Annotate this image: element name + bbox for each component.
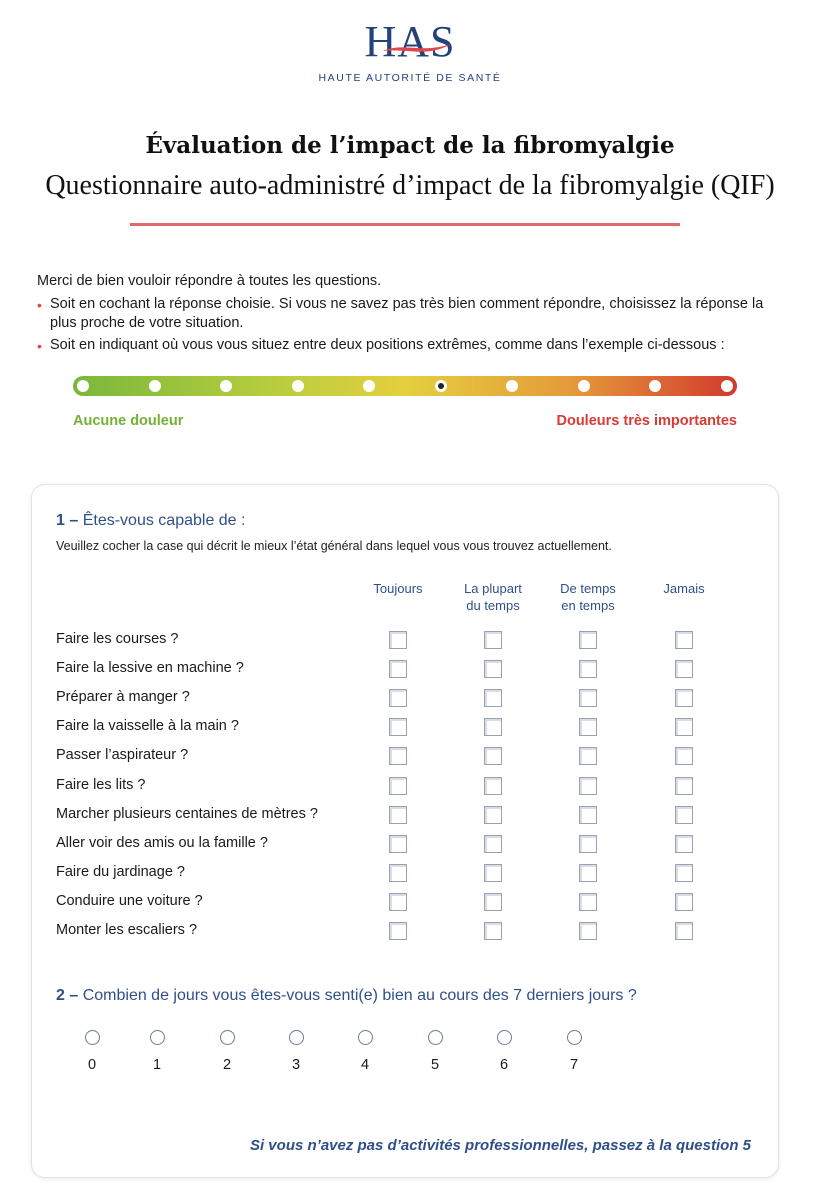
answer-checkbox[interactable] xyxy=(389,893,407,911)
answer-checkbox[interactable] xyxy=(484,893,502,911)
has-logo-mark xyxy=(355,18,465,66)
intro-bullet xyxy=(37,336,777,355)
table-row-label: Faire les lits ? xyxy=(56,776,146,793)
day-count-radio[interactable] xyxy=(358,1030,373,1045)
answer-checkbox[interactable] xyxy=(484,835,502,853)
logo-subtitle: HAUTE AUTORITÉ DE SANTÉ xyxy=(318,72,502,84)
table-row-label: Marcher plusieurs centaines de mètres ? xyxy=(56,805,318,822)
column-header-line: du temps xyxy=(466,598,520,613)
scale-point xyxy=(292,380,304,392)
scale-point xyxy=(149,380,161,392)
answer-checkbox[interactable] xyxy=(484,806,502,824)
answer-checkbox[interactable] xyxy=(675,835,693,853)
answer-checkbox[interactable] xyxy=(579,689,597,707)
question-1-text: Êtes-vous capable de : xyxy=(82,512,246,529)
column-header-line: en temps xyxy=(561,598,615,613)
bullet-icon: • xyxy=(37,338,42,354)
answer-checkbox[interactable] xyxy=(675,806,693,824)
intro-instructions xyxy=(37,272,777,358)
page-subtitle: Questionnaire auto-administré d’impact de la fibromyalgie (QIF) xyxy=(45,170,775,201)
answer-checkbox[interactable] xyxy=(389,660,407,678)
answer-checkbox[interactable] xyxy=(579,806,597,824)
intro-bullet-text: Soit en indiquant où vous vous situez entre deux positions extrêmes, comme dans l’exemple ci-dessous : xyxy=(50,337,725,353)
answer-checkbox[interactable] xyxy=(579,893,597,911)
question-2-number: 2 – xyxy=(56,987,79,1004)
answer-checkbox[interactable] xyxy=(389,718,407,736)
scale-right-label: Douleurs très importantes xyxy=(556,413,737,429)
pain-scale-bar xyxy=(73,376,737,396)
day-count-label: 7 xyxy=(569,1057,579,1073)
answer-checkbox[interactable] xyxy=(389,864,407,882)
answer-checkbox[interactable] xyxy=(675,777,693,795)
scale-point xyxy=(220,380,232,392)
answer-checkbox[interactable] xyxy=(484,777,502,795)
column-header xyxy=(634,580,734,597)
table-row-label: Faire la lessive en machine ? xyxy=(56,660,244,677)
question-1-number: 1 – xyxy=(56,512,79,529)
day-count-label: 4 xyxy=(360,1057,370,1073)
table-row-label: Passer l’aspirateur ? xyxy=(56,747,189,764)
column-header xyxy=(538,580,638,614)
day-count-radio[interactable] xyxy=(289,1030,304,1045)
answer-checkbox[interactable] xyxy=(675,922,693,940)
answer-checkbox[interactable] xyxy=(389,631,407,649)
answer-checkbox[interactable] xyxy=(484,660,502,678)
answer-checkbox[interactable] xyxy=(484,689,502,707)
day-count-radio[interactable] xyxy=(150,1030,165,1045)
answer-checkbox[interactable] xyxy=(675,631,693,649)
answer-checkbox[interactable] xyxy=(675,747,693,765)
answer-checkbox[interactable] xyxy=(579,835,597,853)
page-title: Évaluation de l’impact de la fibromyalgie xyxy=(145,132,675,159)
column-header-line: Jamais xyxy=(663,581,705,596)
table-row-label: Faire la vaisselle à la main ? xyxy=(56,718,239,735)
column-header-line: De temps xyxy=(560,581,616,596)
answer-checkbox[interactable] xyxy=(675,689,693,707)
answer-checkbox[interactable] xyxy=(484,864,502,882)
day-count-label: 0 xyxy=(87,1057,97,1073)
table-row-label: Aller voir des amis ou la famille ? xyxy=(56,834,268,851)
table-row-label: Faire du jardinage ? xyxy=(56,863,185,880)
column-header xyxy=(443,580,543,614)
day-count-radio[interactable] xyxy=(85,1030,100,1045)
answer-checkbox[interactable] xyxy=(579,864,597,882)
scale-point xyxy=(77,380,89,392)
answer-checkbox[interactable] xyxy=(389,922,407,940)
logo-letters: HAS xyxy=(364,18,456,66)
day-count-radio[interactable] xyxy=(428,1030,443,1045)
column-header-line: La plupart xyxy=(464,581,522,596)
day-count-label: 3 xyxy=(291,1057,301,1073)
answer-checkbox[interactable] xyxy=(484,631,502,649)
day-count-label: 2 xyxy=(222,1057,232,1073)
pain-scale-example xyxy=(73,376,737,396)
intro-bullet-list xyxy=(37,295,777,355)
answer-checkbox[interactable] xyxy=(579,718,597,736)
title-divider xyxy=(130,223,680,226)
question-1-instructions: Veuillez cocher la case qui décrit le mieux l’état général dans lequel vous vous trouvez actuellement. xyxy=(56,539,612,553)
day-count-label: 5 xyxy=(430,1057,440,1073)
scale-point xyxy=(578,380,590,392)
day-count-radio[interactable] xyxy=(567,1030,582,1045)
answer-checkbox[interactable] xyxy=(389,747,407,765)
answer-checkbox[interactable] xyxy=(484,747,502,765)
answer-checkbox[interactable] xyxy=(389,777,407,795)
question-2-text: Combien de jours vous êtes-vous senti(e) bien au cours des 7 derniers jours ? xyxy=(82,987,637,1004)
table-row-label: Préparer à manger ? xyxy=(56,689,190,706)
answer-checkbox[interactable] xyxy=(675,893,693,911)
answer-checkbox[interactable] xyxy=(579,747,597,765)
answer-checkbox[interactable] xyxy=(675,660,693,678)
answer-checkbox[interactable] xyxy=(579,631,597,649)
has-logo xyxy=(0,18,820,84)
skip-instruction: Si vous n’avez pas d’activités professionnelles, passez à la question 5 xyxy=(249,1137,751,1154)
day-count-radio[interactable] xyxy=(497,1030,512,1045)
day-count-label: 6 xyxy=(499,1057,509,1073)
scale-point-selected xyxy=(435,380,447,392)
scale-point xyxy=(721,380,733,392)
intro-line: Merci de bien vouloir répondre à toutes les questions. xyxy=(37,273,382,289)
column-header-line: Toujours xyxy=(373,581,423,596)
answer-checkbox[interactable] xyxy=(389,806,407,824)
answer-checkbox[interactable] xyxy=(675,864,693,882)
scale-left-label: Aucune douleur xyxy=(73,413,184,429)
question-1-title xyxy=(56,512,245,530)
answer-checkbox[interactable] xyxy=(675,718,693,736)
column-header xyxy=(348,580,448,597)
bullet-icon: • xyxy=(37,297,42,313)
table-row-label: Conduire une voiture ? xyxy=(56,892,203,909)
answer-checkbox[interactable] xyxy=(484,922,502,940)
day-count-radio[interactable] xyxy=(220,1030,235,1045)
intro-bullet xyxy=(37,295,777,333)
answer-checkbox[interactable] xyxy=(579,777,597,795)
question-2-title xyxy=(56,987,637,1005)
answer-checkbox[interactable] xyxy=(389,689,407,707)
answer-checkbox[interactable] xyxy=(389,835,407,853)
table-row-label: Monter les escaliers ? xyxy=(56,922,198,938)
answer-checkbox[interactable] xyxy=(579,660,597,678)
intro-bullet-text: Soit en cochant la réponse choisie. Si vous ne savez pas très bien comment répondre, choisissez la réponse la plus proche de votre situation. xyxy=(50,296,764,331)
day-count-label: 1 xyxy=(152,1057,162,1073)
table-row-label: Faire les courses ? xyxy=(56,631,179,647)
answer-checkbox[interactable] xyxy=(579,922,597,940)
answer-checkbox[interactable] xyxy=(484,718,502,736)
